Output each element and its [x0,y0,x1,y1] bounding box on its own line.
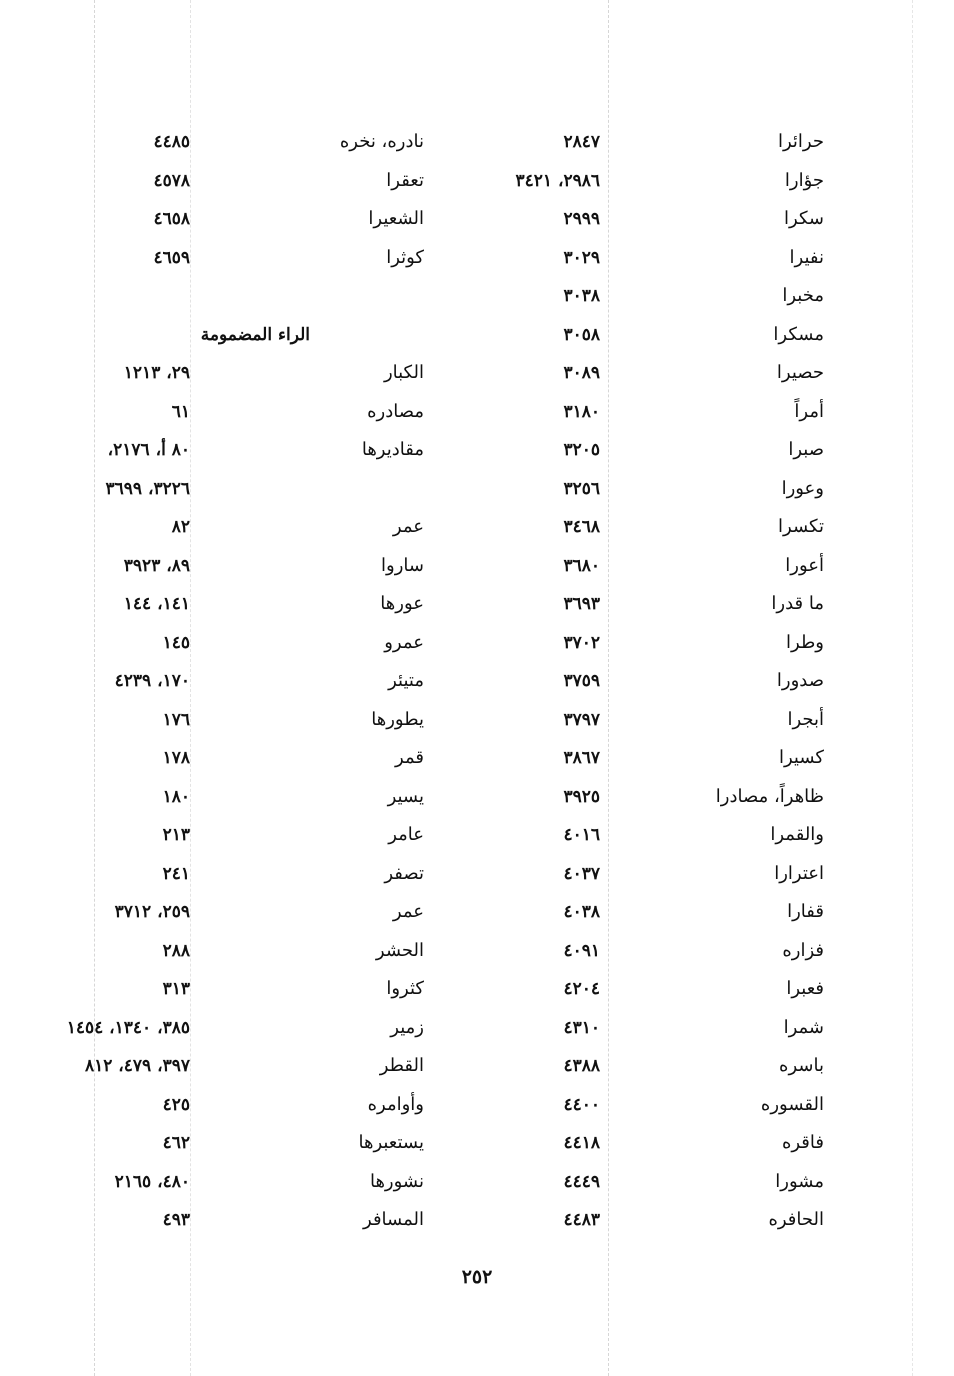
index-row [60,356,860,395]
rhyme-word-right: فعبرا [786,978,824,999]
rhyme-word-left: مصادره [367,400,424,422]
reference-numbers-right: ٢٨٤٧ [563,132,600,152]
reference-numbers-left: ٢٥٩، ٣٧١٢ [114,902,190,922]
reference-numbers-left: ٨٩، ٣٩٢٣ [123,555,190,576]
reference-numbers-left: ٦١ [171,401,190,422]
index-row [60,472,860,511]
reference-numbers-right: ٣٦٨٠ [563,555,600,576]
rhyme-word-left: تصفر [384,862,424,884]
reference-numbers-right: ٣٨٦٧ [563,748,600,768]
reference-numbers-left: ٢٩، ١٢١٣ [123,363,190,383]
reference-numbers-left: ١٧٦ [162,709,190,730]
reference-numbers-right: ٤٤٨٣ [563,1210,600,1230]
rhyme-word-right: مخبرا [782,285,824,306]
reference-numbers-right: ٤٤١٨ [563,1133,600,1153]
index-row [60,934,860,973]
rhyme-word-right: باسره [779,1055,824,1076]
reference-numbers-left: ٨٠ أ، ٢١٧٦، [107,440,190,460]
index-row [60,626,860,665]
reference-numbers-right: ٤٠٣٧ [563,863,600,884]
reference-numbers-right: ٣٩٢٥ [563,786,600,807]
rhyme-word-left: يطورها [371,708,424,730]
reference-numbers-right: ٤٠٣٨ [563,902,600,922]
rhyme-word-right: صدورا [776,670,824,691]
rhyme-word-left: قمر [395,747,424,768]
reference-numbers-left: ٣٩٧، ٤٧٩، ٨١٢ [84,1056,190,1076]
reference-numbers-left: ٤٢٥ [162,1094,190,1115]
index-row [60,279,860,318]
reference-numbers-right: ٤٣١٠ [563,1017,600,1038]
index-row [60,125,860,164]
rhyme-word-right: مسكرا [773,323,824,345]
scan-guide-line [912,0,913,1376]
index-row [60,703,860,742]
reference-numbers-right: ٤٤٤٩ [563,1171,600,1192]
reference-numbers-left: ٤٦٥٩ [153,247,190,268]
reference-numbers-left: ٤٦٥٨ [153,209,190,229]
rhyme-word-left: عمر [392,901,424,922]
rhyme-word-left: وأوامره [367,1093,424,1115]
index-row [60,318,860,357]
reference-numbers-right: ٤٠٩١ [563,940,600,961]
index-row [60,395,860,434]
index-row [60,587,860,626]
reference-numbers-right: ٢٩٨٦، ٣٤٢١ [515,170,600,191]
index-row [60,1165,860,1204]
reference-numbers-right: ٣٧٥٩ [563,671,600,691]
index-row [60,895,860,934]
reference-numbers-right: ٣٢٠٥ [563,440,600,460]
reference-numbers-right: ٣٠٢٩ [563,247,600,268]
index-row [60,972,860,1011]
index-row [60,780,860,819]
index-row [60,510,860,549]
reference-numbers-right: ٣٧٠٢ [563,632,600,653]
rhyme-word-left: ساروا [381,554,424,576]
rhyme-word-right: صبرا [788,439,824,460]
reference-numbers-left: ٤٩٣ [162,1210,190,1230]
rhyme-word-left: يستعبرها [358,1132,424,1153]
rhyme-word-right: شمرا [783,1016,824,1038]
page-number: ٢٥٢ [461,1266,493,1288]
rhyme-word-left: عمر [392,516,424,537]
reference-numbers-right: ٤٠١٦ [563,825,600,845]
index-row [60,1203,860,1242]
rhyme-word-right: حصيرا [776,362,824,383]
reference-numbers-left: ٣٢٢٦، ٣٦٩٩ [105,478,190,499]
reference-numbers-right: ٣٦٩٣ [563,594,600,614]
index-row [60,164,860,203]
rhyme-word-right: ظاهراً، مصادرا [715,785,824,807]
index-row [60,1088,860,1127]
rhyme-word-right: أعورا [785,554,824,576]
index-row [60,202,860,241]
rhyme-word-left: زمير [390,1016,424,1038]
index-row [60,241,860,280]
rhyme-word-left: الحشر [375,939,424,961]
reference-numbers-left: ٤٤٨٥ [153,132,190,152]
index-row [60,664,860,703]
index-row [60,1126,860,1165]
reference-numbers-right: ٤٣٨٨ [563,1056,600,1076]
rhyme-word-right: حرائرا [777,131,824,152]
reference-numbers-right: ٣٠٥٨ [563,324,600,345]
reference-numbers-right: ٣٧٩٧ [563,709,600,730]
rhyme-word-right: تكسرا [778,516,824,537]
reference-numbers-left: ١٧٠، ٤٢٣٩ [114,671,190,691]
rhyme-word-left: يسير [387,785,424,807]
reference-numbers-left: ٣٨٥، ١٣٤٠، ١٤٥٤ [66,1017,190,1038]
reference-numbers-right: ٤٤٠٠ [563,1094,600,1115]
reference-numbers-left: ١٧٨ [162,748,190,768]
rhyme-word-left: القطر [379,1055,424,1076]
rhyme-word-left: نادره، نخره [339,131,424,152]
reference-numbers-left: ١٤١، ١٤٤ [123,594,190,614]
index-row [60,433,860,472]
reference-numbers-left: ٢١٣ [162,825,190,845]
rhyme-word-left: عمرو [384,631,424,653]
reference-numbers-right: ٣١٨٠ [563,401,600,422]
reference-numbers-right: ٤٢٠٤ [563,979,600,999]
rhyme-word-right: نفيرا [789,246,824,268]
rhyme-word-right: فاقره [781,1132,824,1153]
reference-numbers-left: ١٤٥ [162,632,190,653]
section-heading: الراء المضمومة [200,324,310,345]
rhyme-word-right: وطرا [786,631,824,653]
rhyme-word-left: متيئر [388,670,424,691]
rhyme-word-right: القسوره [760,1093,824,1115]
rhyme-word-right: وعورا [781,477,824,499]
reference-numbers-left: ٤٦٢ [162,1133,190,1153]
reference-numbers-right: ٣٢٥٦ [563,478,600,499]
rhyme-word-left: كوثرا [386,246,424,268]
reference-numbers-left: ٢٨٨ [162,940,190,961]
reference-numbers-left: ١٨٠ [162,786,190,807]
rhyme-index-table [60,125,860,1242]
rhyme-word-right: اعترارا [774,862,824,884]
rhyme-word-right: أبجرا [787,708,824,730]
rhyme-word-left: عورها [380,593,424,614]
reference-numbers-right: ٣٠٨٩ [563,363,600,383]
rhyme-word-right: ما قدرا [771,593,824,614]
rhyme-word-left: الشعيرا [368,208,424,229]
rhyme-word-right: أمراً [794,400,824,422]
index-row [60,549,860,588]
rhyme-word-right: سكرا [784,208,824,229]
reference-numbers-left: ٣١٣ [162,979,190,999]
rhyme-word-right: جؤارا [784,169,824,191]
rhyme-word-right: فزاره [782,939,824,961]
rhyme-word-left: كثروا [386,978,424,999]
index-row [60,857,860,896]
rhyme-word-right: مشورا [775,1170,824,1192]
reference-numbers-left: ٢٤١ [162,863,190,884]
rhyme-word-left: الكبار [383,362,424,383]
index-row [60,1011,860,1050]
rhyme-word-right: الحافره [768,1209,824,1230]
index-row [60,1049,860,1088]
reference-numbers-left: ٨٢ [171,517,190,537]
rhyme-word-left: تعقرا [386,169,424,191]
reference-numbers-left: ٤٨٠، ٢١٦٥ [114,1171,190,1192]
reference-numbers-right: ٣٠٣٨ [563,286,600,306]
reference-numbers-right: ٣٤٦٨ [563,517,600,537]
reference-numbers-right: ٢٩٩٩ [563,209,600,229]
rhyme-word-left: مقاديرها [361,439,424,460]
rhyme-word-right: كسيرا [779,747,824,768]
reference-numbers-left: ٤٥٧٨ [153,170,190,191]
rhyme-word-left: المسافر [363,1209,424,1230]
index-row [60,818,860,857]
rhyme-word-right: والقمرا [770,824,824,845]
rhyme-word-left: نشورها [369,1170,424,1192]
rhyme-word-right: قفارا [787,901,824,922]
index-row [60,741,860,780]
rhyme-word-left: عامر [388,824,424,845]
